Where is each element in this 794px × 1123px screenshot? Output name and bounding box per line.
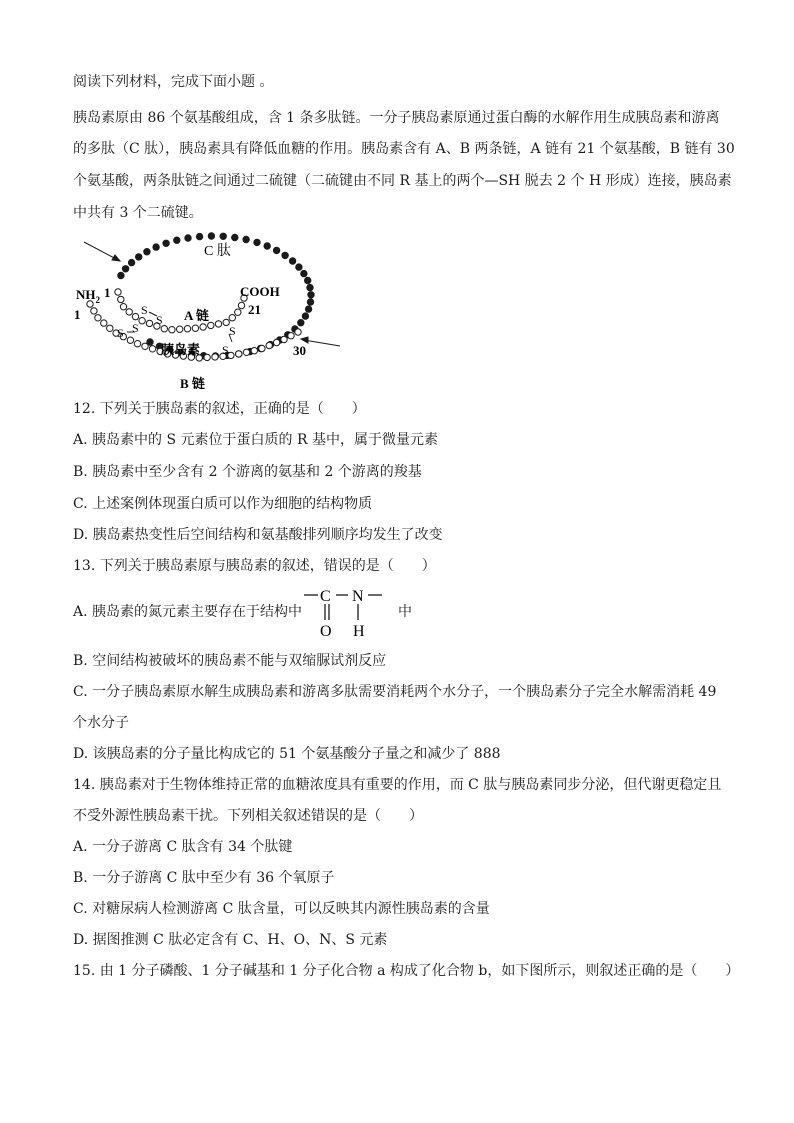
a-chain-start-number: 1 — [104, 285, 111, 300]
nitrogen-atom: N — [352, 588, 364, 605]
c-peptide-bead — [208, 233, 214, 239]
c-peptide-bead — [298, 320, 304, 326]
amino-acid-bead — [95, 315, 101, 321]
c-peptide-bead — [307, 284, 313, 290]
q14-option-d: D. 据图推测 C 肽必定含有 C、H、O、N、S 元素 — [73, 932, 388, 948]
cleavage-arrow-right — [301, 337, 340, 346]
c-peptide-bead — [243, 236, 249, 242]
q12-stem: 12. 下列关于胰岛素的叙述，正确的是（ ） — [73, 401, 366, 417]
insulin-label: 胰岛素 — [161, 342, 201, 357]
c-peptide-bead — [308, 292, 314, 298]
amino-acid-bead — [295, 329, 301, 335]
q14-stem-line-1: 14. 胰岛素对于生物体维持正常的血糖浓度具有重要的作用，而 C 肽与胰岛素同步分泌，但代谢更稳定且 — [73, 777, 722, 793]
oxygen-atom: O — [320, 623, 332, 640]
amino-acid-bead — [281, 336, 287, 342]
amino-acid-bead — [235, 309, 241, 315]
amino-acid-bead — [215, 321, 221, 327]
q13-option-d: D. 该胰岛素的分子量比构成它的 51 个氨基酸分子量之和减少了 888 — [73, 746, 501, 762]
amino-acid-bead — [115, 289, 121, 295]
q14-option-a: A. 一分子游离 C 肽含有 34 个肽键 — [73, 839, 293, 855]
cleavage-arrow-left — [84, 242, 120, 261]
c-peptide-bead — [136, 254, 142, 260]
amino-acid-bead — [132, 313, 138, 319]
c-peptide-label: C 肽 — [204, 244, 231, 259]
amino-acid-bead — [184, 326, 190, 332]
intro: 阅读下列材料，完成下面小题 。 — [73, 74, 274, 90]
amino-acid-bead — [204, 354, 210, 360]
q12-option-b: B. 胰岛素中至少含有 2 个游离的氨基和 2 个游离的羧基 — [73, 464, 422, 480]
amino-acid-bead — [266, 342, 272, 348]
c-peptide-bead — [302, 313, 308, 319]
amino-acid-bead — [243, 349, 249, 355]
c-peptide-bead — [296, 264, 302, 270]
q13-option-a-suffix: 中 — [398, 604, 412, 620]
amino-acid-bead — [238, 302, 244, 308]
amino-acid-bead — [127, 337, 133, 343]
q14-option-b: B. 一分子游离 C 肽中至少有 36 个氧原子 — [73, 870, 335, 886]
q15-stem: 15. 由 1 分子磷酸、1 分子碱基和 1 分子化合物 a 构成了化合物 b，如下图所示，则叙述正确的是（ ） — [73, 963, 740, 979]
c-peptide-bead — [163, 240, 169, 246]
q13-option-c-cont: 个水分子 — [73, 715, 129, 731]
sulfur-label: S — [229, 324, 236, 338]
sulfur-label: S — [141, 303, 148, 317]
b-chain-start-number: 1 — [74, 307, 81, 322]
c-peptide-bead — [282, 252, 288, 258]
amino-acid-bead — [107, 325, 113, 331]
c-peptide-bead — [118, 272, 124, 278]
sulfur-label: S — [222, 343, 229, 357]
amino-acid-bead — [139, 318, 145, 324]
c-peptide-bead — [289, 258, 295, 264]
amino-acid-bead — [169, 327, 175, 333]
amino-acid-bead — [126, 309, 132, 315]
hydrogen-atom: H — [353, 623, 365, 640]
c-peptide-bead — [220, 233, 226, 239]
q13-option-a: A. 胰岛素的氮元素主要存在于结构中 — [73, 604, 303, 620]
q12-option-c: C. 上述案例体现蛋白质可以作为细胞的结构物质 — [73, 496, 373, 512]
c-peptide-bead — [174, 237, 180, 243]
cooh-label: COOH — [240, 284, 280, 299]
passage-line-2: 的多肽（C 肽），胰岛素具有降低血糖的作用。胰岛素含有 A、B 两条链，A 链有 21 个氨基酸，B 链有 30 — [73, 141, 735, 157]
nh2-label: $NH_2$ — [76, 287, 100, 305]
b-chain-label: B 链 — [180, 376, 205, 391]
c-peptide-bead — [232, 234, 238, 240]
c-peptide-bead — [153, 244, 159, 250]
amino-acid-bead — [251, 348, 257, 354]
amino-acid-bead — [208, 322, 214, 328]
q12-option-d: D. 胰岛素热变性后空间结构和氨基酸排列顺序均发生了改变 — [73, 527, 443, 543]
q13-option-b: B. 空间结构被破坏的胰岛素不能与双缩脲试剂反应 — [73, 653, 387, 669]
c-peptide-bead — [273, 247, 279, 253]
insulin-diagram — [68, 228, 358, 393]
amino-acid-bead — [142, 343, 148, 349]
c-peptide-bead — [305, 306, 311, 312]
passage-line-3: 个氨基酸，两条肽链之间通过二硫键（二硫键由不同 R 基上的两个—SH 脱去 2 个 H 形成）连接，胰岛素 — [73, 173, 732, 189]
amino-acid-bead — [177, 326, 183, 332]
amino-acid-bead — [146, 320, 152, 326]
c-peptide-bead — [307, 299, 313, 305]
c-peptide-bead — [254, 239, 260, 245]
peptide-bond-structure — [302, 582, 392, 640]
q12-option-a: A. 胰岛素中的 S 元素位于蛋白质的 R 基中，属于微量元素 — [73, 432, 438, 448]
a-chain-end-number: 21 — [248, 302, 261, 317]
amino-acid-bead — [118, 296, 124, 302]
amino-acid-bead — [212, 354, 218, 360]
sulfur-label: S — [156, 313, 163, 327]
amino-acid-bead — [192, 325, 198, 331]
carbon-atom: C — [320, 588, 331, 605]
amino-acid-bead — [229, 315, 235, 321]
a-chain-label: A 链 — [184, 308, 209, 323]
q13-stem: 13. 下列关于胰岛素原与胰岛素的叙述，错误的是（ ） — [73, 558, 436, 574]
b-chain-end-number: 30 — [293, 343, 306, 358]
c-peptide-bead — [122, 266, 128, 272]
amino-acid-bead — [259, 345, 265, 351]
sulfur-label: S — [132, 321, 139, 335]
c-peptide-bead — [185, 235, 191, 241]
q14-option-c: C. 对糖尿病人检测游离 C 肽含量，可以反映其内源性胰岛素的含量 — [73, 901, 490, 917]
sulfur-label: S — [117, 326, 124, 340]
amino-acid-bead — [288, 333, 294, 339]
c-peptide-bead — [301, 270, 307, 276]
c-peptide-bead — [128, 259, 134, 265]
amino-acid-bead — [236, 351, 242, 357]
c-peptide-bead — [264, 243, 270, 249]
c-peptide-bead — [196, 233, 202, 239]
amino-acid-bead — [273, 339, 279, 345]
amino-acid-bead — [149, 346, 155, 352]
amino-acid-bead — [91, 308, 97, 314]
amino-acid-bead — [120, 304, 126, 310]
passage-line-4: 中共有 3 个二硫键。 — [73, 205, 203, 221]
amino-acid-bead — [101, 320, 107, 326]
q14-stem-line-2: 不受外源性胰岛素干扰。下列相关叙述错误的是（ ） — [73, 808, 423, 824]
c-peptide-bead — [144, 249, 150, 255]
amino-acid-bead — [134, 341, 140, 347]
passage-line-1: 胰岛素原由 86 个氨基酸组成，含 1 条多肽链。一分子胰岛素原通过蛋白酶的水解作用生成胰岛素和游离 — [73, 110, 720, 126]
q13-option-c: C. 一分子胰岛素原水解生成胰岛素和游离多肽需要消耗两个水分子，一个胰岛素分子完全水解需消耗 49 — [73, 684, 717, 700]
c-peptide-bead — [305, 277, 311, 283]
amino-acid-bead — [200, 324, 206, 330]
